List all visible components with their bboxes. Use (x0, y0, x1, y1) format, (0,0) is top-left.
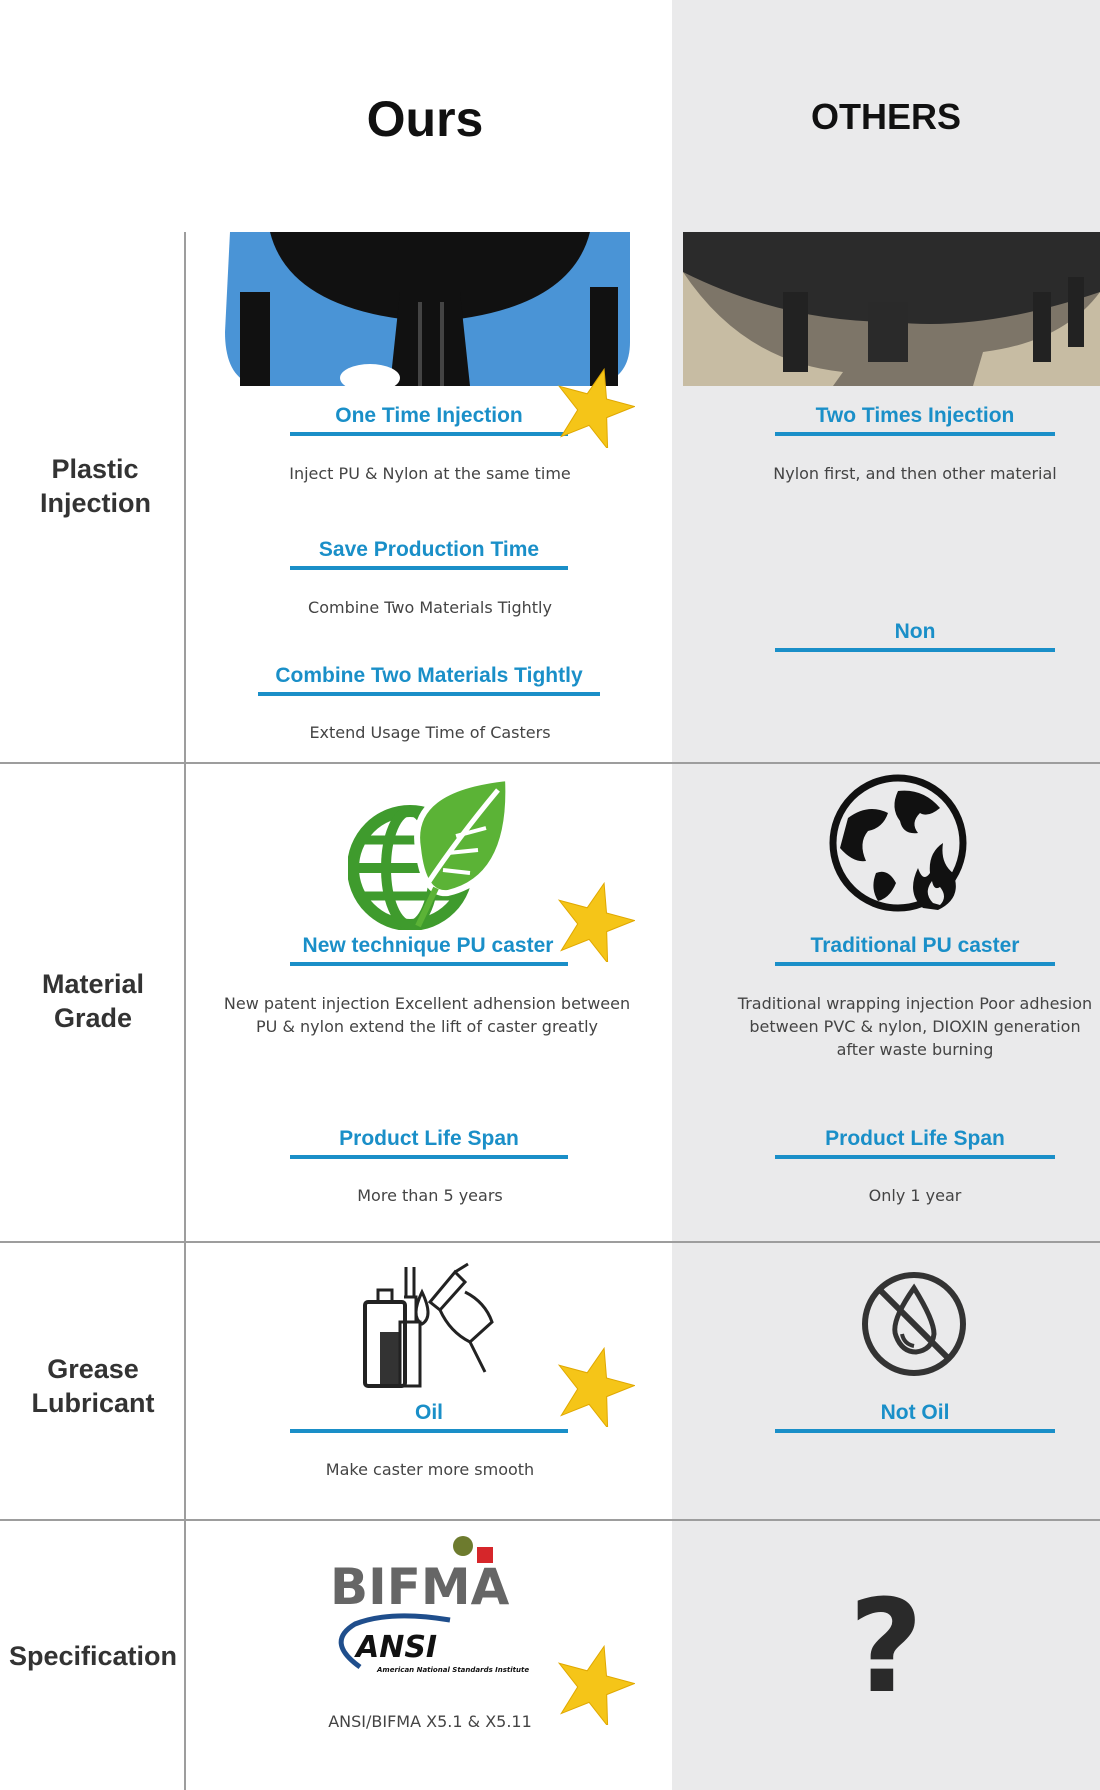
others-plastic-title-2: Non (894, 620, 936, 643)
ansi-logo (330, 1612, 540, 1682)
others-grease-title: Not Oil (880, 1401, 950, 1424)
row-label-material-grade: Material Grade (41, 969, 145, 1033)
svg-text:BIFMA: BIFMA (330, 1558, 510, 1610)
ours-spec-desc: ANSI/BIFMA X5.1 & X5.11 (328, 1712, 532, 1731)
ours-material-underline-1 (290, 962, 568, 966)
ours-plastic-underline-3 (258, 692, 600, 696)
svg-text:ANSI: ANSI (356, 1630, 438, 1665)
others-material-underline-2 (775, 1155, 1055, 1159)
others-plastic-desc-1: Nylon first, and then other material (773, 464, 1057, 483)
others-caster-cross-section-photo (683, 232, 1100, 386)
others-plastic-title-1: Two Times Injection (815, 404, 1015, 427)
svg-text:American National Standards In: American National Standards Institute (377, 1666, 530, 1674)
earth-flame-icon (828, 773, 968, 913)
row-divider (0, 1519, 1100, 1521)
star-icon (553, 366, 635, 448)
ours-plastic-title-2: Save Production Time (318, 538, 540, 561)
star-icon (553, 1643, 635, 1725)
ours-material-underline-2 (290, 1155, 568, 1159)
others-material-underline-1 (775, 962, 1055, 966)
oil-bottle-icon (360, 1262, 498, 1388)
ours-plastic-title-1: One Time Injection (335, 404, 523, 427)
row-label-specification: Specification (8, 1641, 178, 1671)
bifma-logo (330, 1532, 530, 1610)
row-label-plastic-injection: Plastic Injection (40, 454, 152, 518)
others-material-desc-2: Only 1 year (868, 1186, 962, 1205)
ours-grease-underline (290, 1429, 568, 1433)
ours-grease-desc: Make caster more smooth (325, 1460, 535, 1479)
others-grease-underline (775, 1429, 1055, 1433)
star-icon (553, 880, 635, 962)
vertical-divider (184, 232, 186, 1790)
ours-header: Ours (366, 91, 484, 147)
no-oil-icon (860, 1270, 968, 1378)
others-material-title-2: Product Life Span (825, 1127, 1005, 1150)
ours-plastic-desc-1: Inject PU & Nylon at the same time (289, 464, 571, 483)
others-material-desc-1: Traditional wrapping injection Poor adhesion between PVC & nylon, DIOXIN generation after waste burning (737, 994, 1093, 1059)
ours-material-desc-2: More than 5 years (357, 1186, 503, 1205)
others-material-title-1: Traditional PU caster (810, 934, 1020, 957)
ours-plastic-desc-3: Extend Usage Time of Casters (309, 723, 551, 742)
question-mark-icon: ? (848, 1573, 924, 1722)
row-divider (0, 1241, 1100, 1243)
ours-material-desc-1: New patent injection Excellent adhension between PU & nylon extend the lift of caster greatly (223, 994, 631, 1036)
others-plastic-underline-2 (775, 648, 1055, 652)
ours-plastic-underline-2 (290, 566, 568, 570)
globe-leaf-icon (348, 778, 510, 930)
ours-material-title-1: New technique PU caster (302, 934, 554, 957)
ours-plastic-desc-2: Combine Two Materials Tightly (308, 598, 552, 617)
others-plastic-underline-1 (775, 432, 1055, 436)
ours-material-title-2: Product Life Span (339, 1127, 519, 1150)
star-icon (553, 1345, 635, 1427)
others-header: OTHERS (810, 96, 961, 137)
ours-caster-cross-section-photo (220, 232, 640, 386)
ours-plastic-title-3: Combine Two Materials Tightly (275, 664, 583, 687)
ours-grease-title: Oil (414, 1401, 443, 1424)
row-label-grease-lubricant: Grease Lubricant (31, 1354, 155, 1418)
row-divider (0, 762, 1100, 764)
ours-plastic-underline-1 (290, 432, 568, 436)
